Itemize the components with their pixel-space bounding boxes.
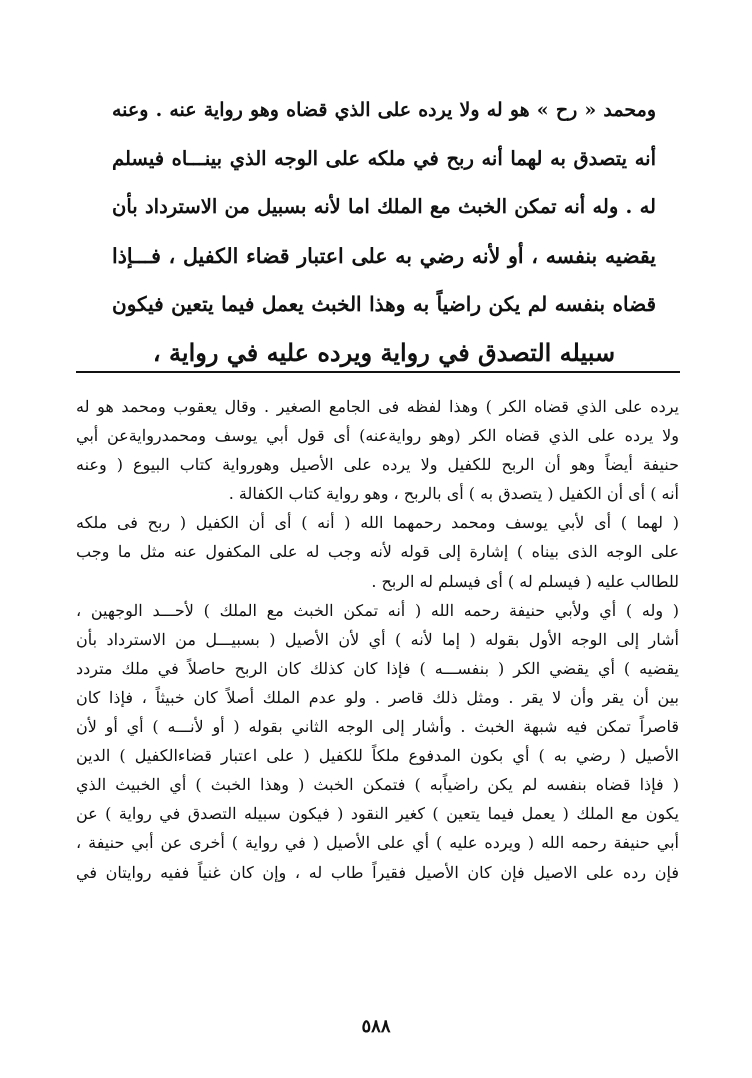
- commentary-line: أبي حنيفة رحمه الله ( ويرده عليه ) أي على الأصيل ( في رواية ) أخرى عن أبي حنيفة ،: [76, 833, 679, 853]
- commentary-line: ( فإذا قضاه بنفسه لم يكن راضياًبه ) فتمكن الخبث ( وهذا الخبث ) أي الخبيث الذي: [76, 775, 679, 795]
- commentary-line: فإن رده على الاصيل فإن كان الأصيل فقيراً طاب له ، وإن كان غنياً ففيه روايتان في: [76, 862, 679, 882]
- commentary-line: ( وله ) أي ولأبي حنيفة رحمه الله ( أنه تمكن الخبث مع الملك ) لأحـــد الوجهين ،: [76, 600, 679, 620]
- commentary-line: ( لهما ) أى لأبي يوسف ومحمد رحمهما الله ( أنه ) أى أن الكفيل ( ربح فى ملكه: [76, 513, 679, 533]
- main-text-line: يقضيه بنفسه ، أو لأنه رضي به على اعتبار قضاء الكفيل ، فـــإذا: [112, 243, 656, 268]
- section-divider: [76, 371, 680, 373]
- commentary-line: أشار إلى الوجه الأول بقوله ( إما لأنه ) أي لأن الأصيل ( بسبيـــل من الاسترداد بأن: [76, 629, 679, 649]
- commentary-line: حنيفة أيضاً وهو أن الربح للكفيل ولا يرده على الأصيل وهورواية كتاب البيوع ( وعنه: [76, 455, 680, 475]
- page-number: ٥٨٨: [361, 1016, 391, 1037]
- commentary-block: [76, 392, 679, 887]
- commentary-line: يرده على الذي قضاه الكر ) وهذا لفظه فى الجامع الصغير . وقال يعقوب ومحمد هو له: [76, 397, 679, 416]
- commentary-line: للطالب عليه ( فيسلم له ) أى فيسلم له الربح .: [371, 571, 679, 591]
- commentary-line: يكون مع الملك ( يعمل فيما يتعين ) كغير النقود ( فيكون سبيله التصدق في رواية ) عن: [76, 804, 679, 824]
- main-text-line: ومحمد « رح » هو له ولا يرده على الذي قضاه وهو رواية عنه . وعنه: [112, 99, 656, 121]
- main-text-line: سبيله التصدق في رواية ويرده عليه في رواية ،: [152, 337, 616, 367]
- commentary-line: ولا يرده على الذي قضاه الكر (وهو روايةعنه) أى قول أبي يوسف ومحمدروايةعن أبي: [76, 426, 679, 446]
- main-text-line: أنه يتصدق به لهما أنه ربح في ملكه على الوجه الذي بينـــاه فيسلم: [112, 146, 656, 170]
- commentary-line: يقضيه ) أي يقضي الكر ( بنفســـه ) فإذا كان كذلك كان الربح حاصلاً في ملك متردد: [76, 658, 679, 678]
- commentary-line: أنه ) أى أن الكفيل ( يتصدق به ) أى بالربح ، وهو رواية كتاب الكفالة .: [228, 484, 679, 504]
- main-text-block: [112, 86, 656, 377]
- commentary-line: الأصيل ( رضي به ) أي بكون المدفوع ملكاً للكفيل ( على اعتبار قضاءالكفيل ) الدين: [76, 746, 679, 766]
- commentary-line: على الوجه الذى بيناه ) إشارة إلى قوله لأنه وجب له على المكفول عنه مثل ما وجب: [76, 542, 679, 562]
- main-text-line: قضاه بنفسه لم يكن راضياً به وهذا الخبث يعمل فيما يتعين فيكون: [112, 292, 657, 316]
- commentary-line: قاصراً تمكن فيه شبهة الخبث . وأشار إلى الوجه الثاني بقوله ( أو لأنـــه ) أي أو لأن: [76, 717, 679, 737]
- commentary-line: بين أن يقر وأن لا يقر . ومثل ذلك قاصر . ولو عدم الملك أصلاً كان خبيثاً ، فإذا كان: [76, 687, 679, 707]
- main-text-line: له . وله أنه تمكن الخبث مع الملك اما لأنه بسبيل من الاسترداد بأن: [112, 195, 656, 218]
